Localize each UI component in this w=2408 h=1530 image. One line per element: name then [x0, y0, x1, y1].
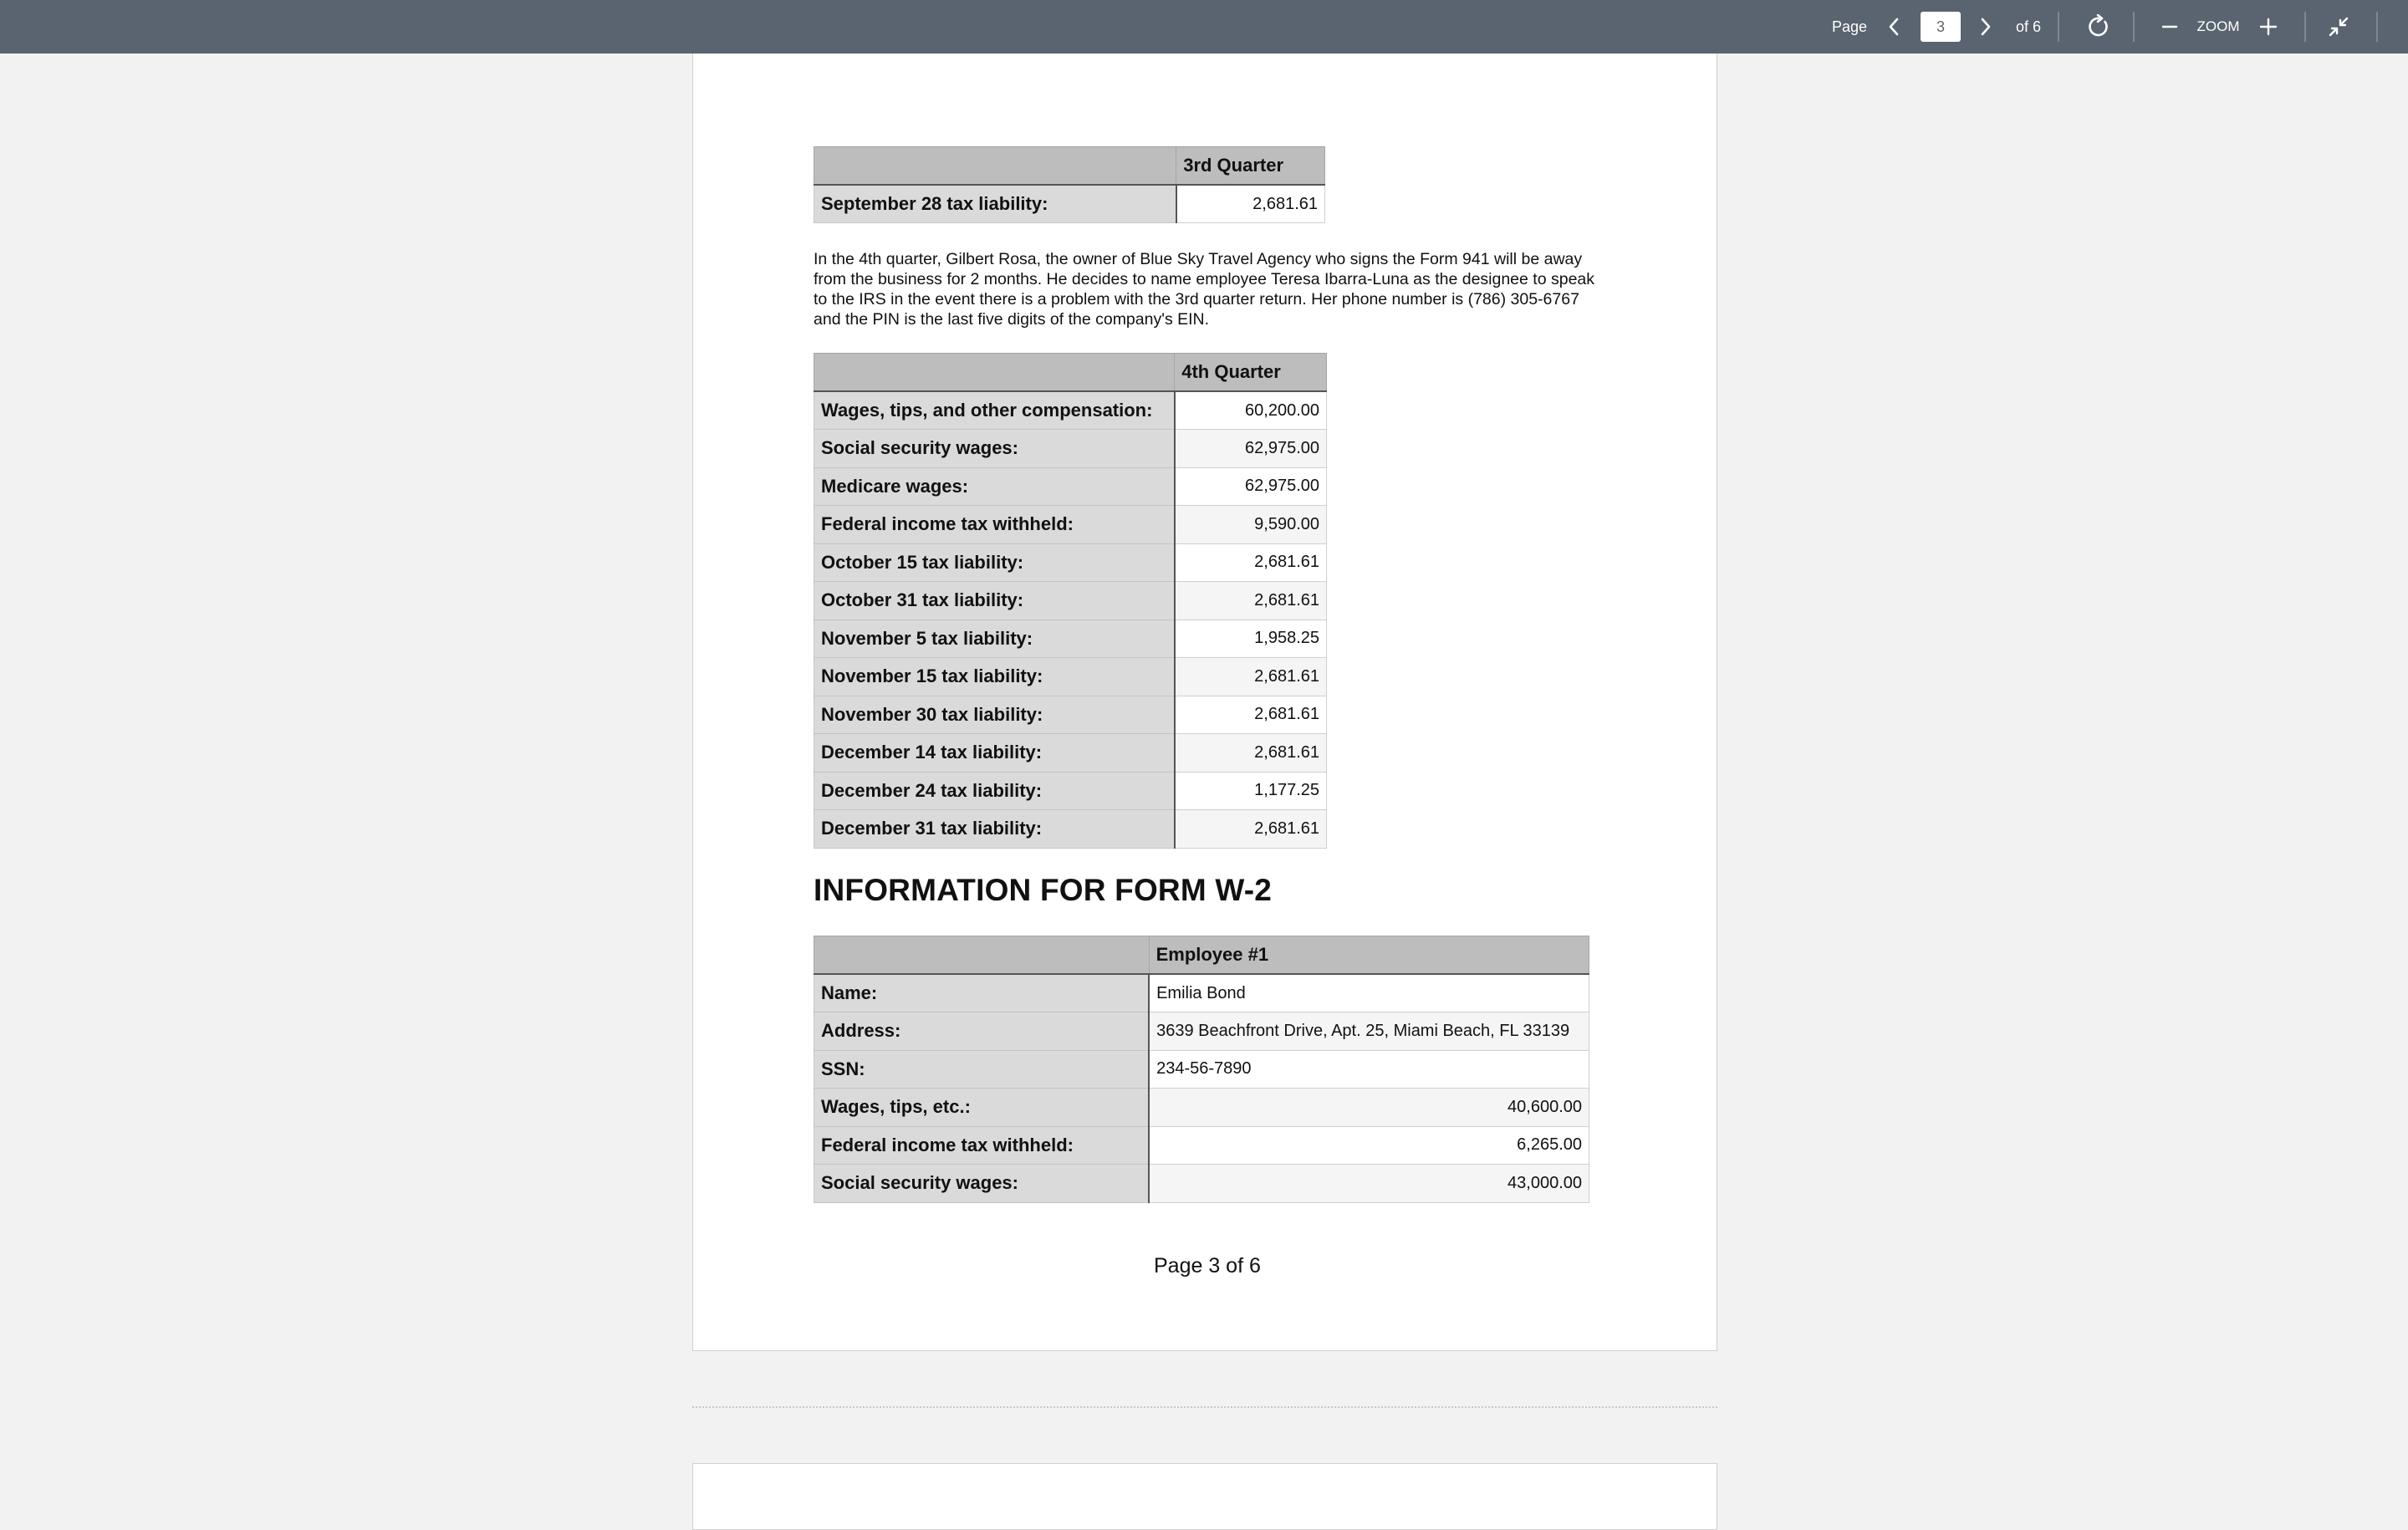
table-row [814, 810, 1327, 849]
row-label: Address: [814, 1012, 1150, 1051]
table-row [814, 1012, 1589, 1051]
collapse-icon[interactable] [2324, 0, 2353, 54]
table-row [814, 974, 1589, 1012]
chevron-right-icon[interactable] [1972, 0, 2000, 54]
row-value: 9,590.00 [1175, 506, 1327, 544]
chevron-left-icon[interactable] [1880, 0, 1908, 54]
row-label: Social security wages: [814, 1165, 1150, 1203]
table-row [814, 658, 1327, 696]
row-label: Social security wages: [814, 430, 1175, 468]
zoom-in-icon[interactable] [2256, 0, 2281, 54]
w2-table [814, 936, 1589, 1203]
row-value: Emilia Bond [1149, 974, 1589, 1012]
table-header: Employee #1 [1149, 936, 1589, 975]
row-value: 2,681.61 [1175, 582, 1327, 620]
table-row [814, 734, 1327, 773]
row-value: 2,681.61 [1175, 734, 1327, 773]
table-row [814, 1050, 1589, 1089]
row-label: September 28 tax liability: [814, 185, 1176, 223]
table-row [814, 1126, 1589, 1165]
row-label: October 31 tax liability: [814, 582, 1175, 620]
zoom-out-icon[interactable] [2157, 0, 2182, 54]
table-header: 4th Quarter [1175, 354, 1327, 392]
row-label: Medicare wages: [814, 467, 1175, 506]
row-label: December 14 tax liability: [814, 734, 1175, 773]
w2-heading: INFORMATION FOR FORM W-2 [814, 873, 1273, 907]
table-row [814, 582, 1327, 620]
designee-paragraph: In the 4th quarter, Gilbert Rosa, the owner of Blue Sky Travel Agency who signs the Form 941 will be away from the business for 2 months. He decides to name employee Teresa Ibarra-Luna as the designee to speak to the IRS in the event there is a problem with the 3rd quarter return. Her phone number is (786) 305-6767 and the PIN is the last five digits of the company's EIN. [814, 250, 1595, 329]
row-value: 1,958.25 [1175, 620, 1327, 658]
table-row [814, 620, 1327, 658]
toolbar-divider [2304, 12, 2306, 42]
table-row [814, 430, 1327, 468]
table-row [814, 772, 1327, 810]
q3-table [814, 146, 1325, 223]
next-document-page [692, 1463, 1717, 1530]
row-value: 3639 Beachfront Drive, Apt. 25, Miami Beach, FL 33139 [1149, 1012, 1589, 1051]
table-row [814, 185, 1325, 223]
row-value: 62,975.00 [1175, 467, 1327, 506]
row-label: November 15 tax liability: [814, 658, 1175, 696]
page-count-label: of 6 [2015, 18, 2042, 35]
row-label: Wages, tips, etc.: [814, 1089, 1150, 1127]
row-value: 2,681.61 [1176, 185, 1325, 223]
row-label: December 31 tax liability: [814, 810, 1175, 849]
table-header-row [814, 147, 1325, 186]
row-value: 2,681.61 [1175, 658, 1327, 696]
row-label: Federal income tax withheld: [814, 1126, 1150, 1165]
row-value: 1,177.25 [1175, 772, 1327, 810]
row-label: November 5 tax liability: [814, 620, 1175, 658]
row-label: October 15 tax liability: [814, 543, 1175, 582]
table-row [814, 391, 1327, 430]
row-label: November 30 tax liability: [814, 696, 1175, 734]
table-header-row [814, 354, 1327, 392]
table-header: 3rd Quarter [1176, 147, 1325, 186]
table-header-empty [814, 147, 1176, 186]
row-label: SSN: [814, 1050, 1150, 1089]
table-row [814, 467, 1327, 506]
toolbar-divider [2376, 12, 2378, 42]
row-value: 43,000.00 [1149, 1165, 1589, 1203]
table-row [814, 506, 1327, 544]
row-value: 2,681.61 [1175, 810, 1327, 849]
viewer-toolbar [0, 0, 2408, 54]
zoom-label: ZOOM [2196, 18, 2240, 34]
page-divider [692, 1406, 1717, 1408]
q4-table [814, 353, 1327, 849]
table-row [814, 696, 1327, 734]
toolbar-divider [2058, 12, 2059, 42]
row-value: 40,600.00 [1149, 1089, 1589, 1127]
table-header-row [814, 936, 1589, 975]
row-value: 62,975.00 [1175, 430, 1327, 468]
page-label: Page [1831, 18, 1868, 35]
page-number-input[interactable] [1921, 12, 1961, 42]
row-value: 2,681.61 [1175, 696, 1327, 734]
table-row [814, 1089, 1589, 1127]
row-label: December 24 tax liability: [814, 772, 1175, 810]
row-value: 6,265.00 [1149, 1126, 1589, 1165]
row-label: Federal income tax withheld: [814, 506, 1175, 544]
table-header-empty [814, 354, 1175, 392]
row-label: Wages, tips, and other compensation: [814, 391, 1175, 430]
rotate-icon[interactable] [2082, 0, 2115, 54]
table-row [814, 543, 1327, 582]
row-label: Name: [814, 974, 1150, 1012]
table-row [814, 1165, 1589, 1203]
row-value: 2,681.61 [1175, 543, 1327, 582]
row-value: 234-56-7890 [1149, 1050, 1589, 1089]
toolbar-divider [2133, 12, 2135, 42]
table-header-empty [814, 936, 1150, 975]
row-value: 60,200.00 [1175, 391, 1327, 430]
page-footer: Page 3 of 6 [1154, 1254, 1261, 1278]
